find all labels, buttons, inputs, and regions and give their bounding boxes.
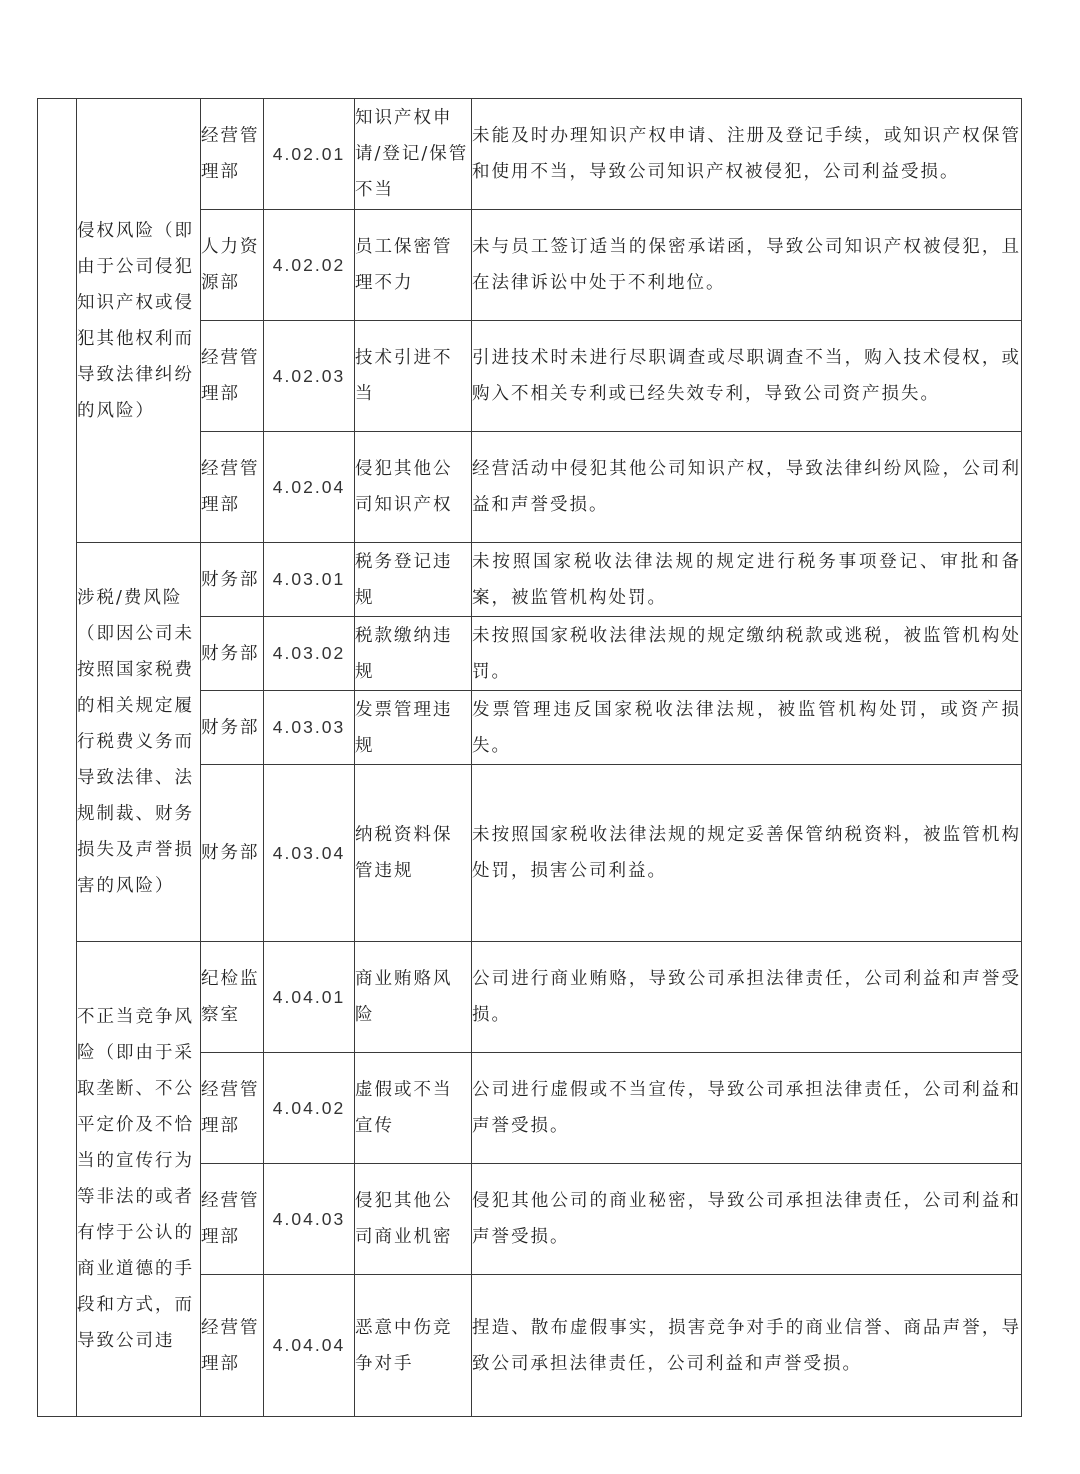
risk-code-cell: 4.02.04 [264,432,355,543]
department-cell: 经营管理部 [201,321,264,432]
department-cell: 人力资源部 [201,210,264,321]
risk-name-cell: 商业贿赂风险 [355,942,472,1053]
risk-description-cell: 发票管理违反国家税收法律法规，被监管机构处罚，或资产损失。 [472,691,1022,765]
risk-name-cell: 虚假或不当宣传 [355,1053,472,1164]
table-row [38,942,1022,1053]
department-cell: 经营管理部 [201,1275,264,1417]
risk-description-cell: 公司进行虚假或不当宣传，导致公司承担法律责任，公司利益和声誉受损。 [472,1053,1022,1164]
risk-code-cell: 4.04.02 [264,1053,355,1164]
risk-description-cell: 捏造、散布虚假事实，损害竞争对手的商业信誉、商品声誉，导致公司承担法律责任，公司利益和声誉受损。 [472,1275,1022,1417]
department-cell: 财务部 [201,765,264,942]
risk-code-cell: 4.04.01 [264,942,355,1053]
risk-code-cell: 4.02.03 [264,321,355,432]
table-row [38,99,1022,210]
risk-name-cell: 技术引进不当 [355,321,472,432]
risk-code-cell: 4.03.03 [264,691,355,765]
risk-table [37,98,1022,1417]
risk-name-cell: 恶意中伤竞争对手 [355,1275,472,1417]
department-cell: 财务部 [201,543,264,617]
department-cell: 经营管理部 [201,432,264,543]
risk-name-cell: 纳税资料保管违规 [355,765,472,942]
index-column [38,99,77,1417]
risk-name-cell: 税务登记违规 [355,543,472,617]
risk-code-cell: 4.04.04 [264,1275,355,1417]
risk-code-cell: 4.03.01 [264,543,355,617]
risk-name-cell: 侵犯其他公司知识产权 [355,432,472,543]
risk-category: 不正当竞争风险（即由于采取垄断、不公平定价及不恰当的宣传行为等非法的或者有悖于公认的商业道德的手段和方式，而导致公司违 [77,942,201,1417]
risk-code-cell: 4.03.04 [264,765,355,942]
risk-name-cell: 知识产权申请/登记/保管不当 [355,99,472,210]
risk-category: 侵权风险（即由于公司侵犯知识产权或侵犯其他权利而导致法律纠纷的风险） [77,99,201,543]
department-cell: 经营管理部 [201,1164,264,1275]
risk-description-cell: 未按照国家税收法律法规的规定进行税务事项登记、审批和备案，被监管机构处罚。 [472,543,1022,617]
risk-code-cell: 4.02.02 [264,210,355,321]
risk-name-cell: 侵犯其他公司商业机密 [355,1164,472,1275]
table-row [38,543,1022,617]
risk-name-cell: 税款缴纳违规 [355,617,472,691]
risk-description-cell: 未能及时办理知识产权申请、注册及登记手续，或知识产权保管和使用不当，导致公司知识产权被侵犯，公司利益受损。 [472,99,1022,210]
risk-name-cell: 员工保密管理不力 [355,210,472,321]
risk-category: 涉税/费风险（即因公司未按照国家税费的相关规定履行税费义务而导致法律、法规制裁、财务损失及声誉损害的风险） [77,543,201,942]
risk-description-cell: 经营活动中侵犯其他公司知识产权，导致法律纠纷风险，公司利益和声誉受损。 [472,432,1022,543]
department-cell: 经营管理部 [201,1053,264,1164]
risk-description-cell: 公司进行商业贿赂，导致公司承担法律责任，公司利益和声誉受损。 [472,942,1022,1053]
risk-name-cell: 发票管理违规 [355,691,472,765]
risk-description-cell: 未按照国家税收法律法规的规定缴纳税款或逃税，被监管机构处罚。 [472,617,1022,691]
department-cell: 财务部 [201,691,264,765]
risk-description-cell: 未按照国家税收法律法规的规定妥善保管纳税资料，被监管机构处罚，损害公司利益。 [472,765,1022,942]
department-cell: 纪检监察室 [201,942,264,1053]
risk-code-cell: 4.03.02 [264,617,355,691]
risk-description-cell: 引进技术时未进行尽职调查或尽职调查不当，购入技术侵权，或购入不相关专利或已经失效专利，导致公司资产损失。 [472,321,1022,432]
department-cell: 经营管理部 [201,99,264,210]
risk-code-cell: 4.02.01 [264,99,355,210]
risk-description-cell: 侵犯其他公司的商业秘密，导致公司承担法律责任，公司利益和声誉受损。 [472,1164,1022,1275]
department-cell: 财务部 [201,617,264,691]
risk-description-cell: 未与员工签订适当的保密承诺函，导致公司知识产权被侵犯，且在法律诉讼中处于不利地位。 [472,210,1022,321]
risk-code-cell: 4.04.03 [264,1164,355,1275]
